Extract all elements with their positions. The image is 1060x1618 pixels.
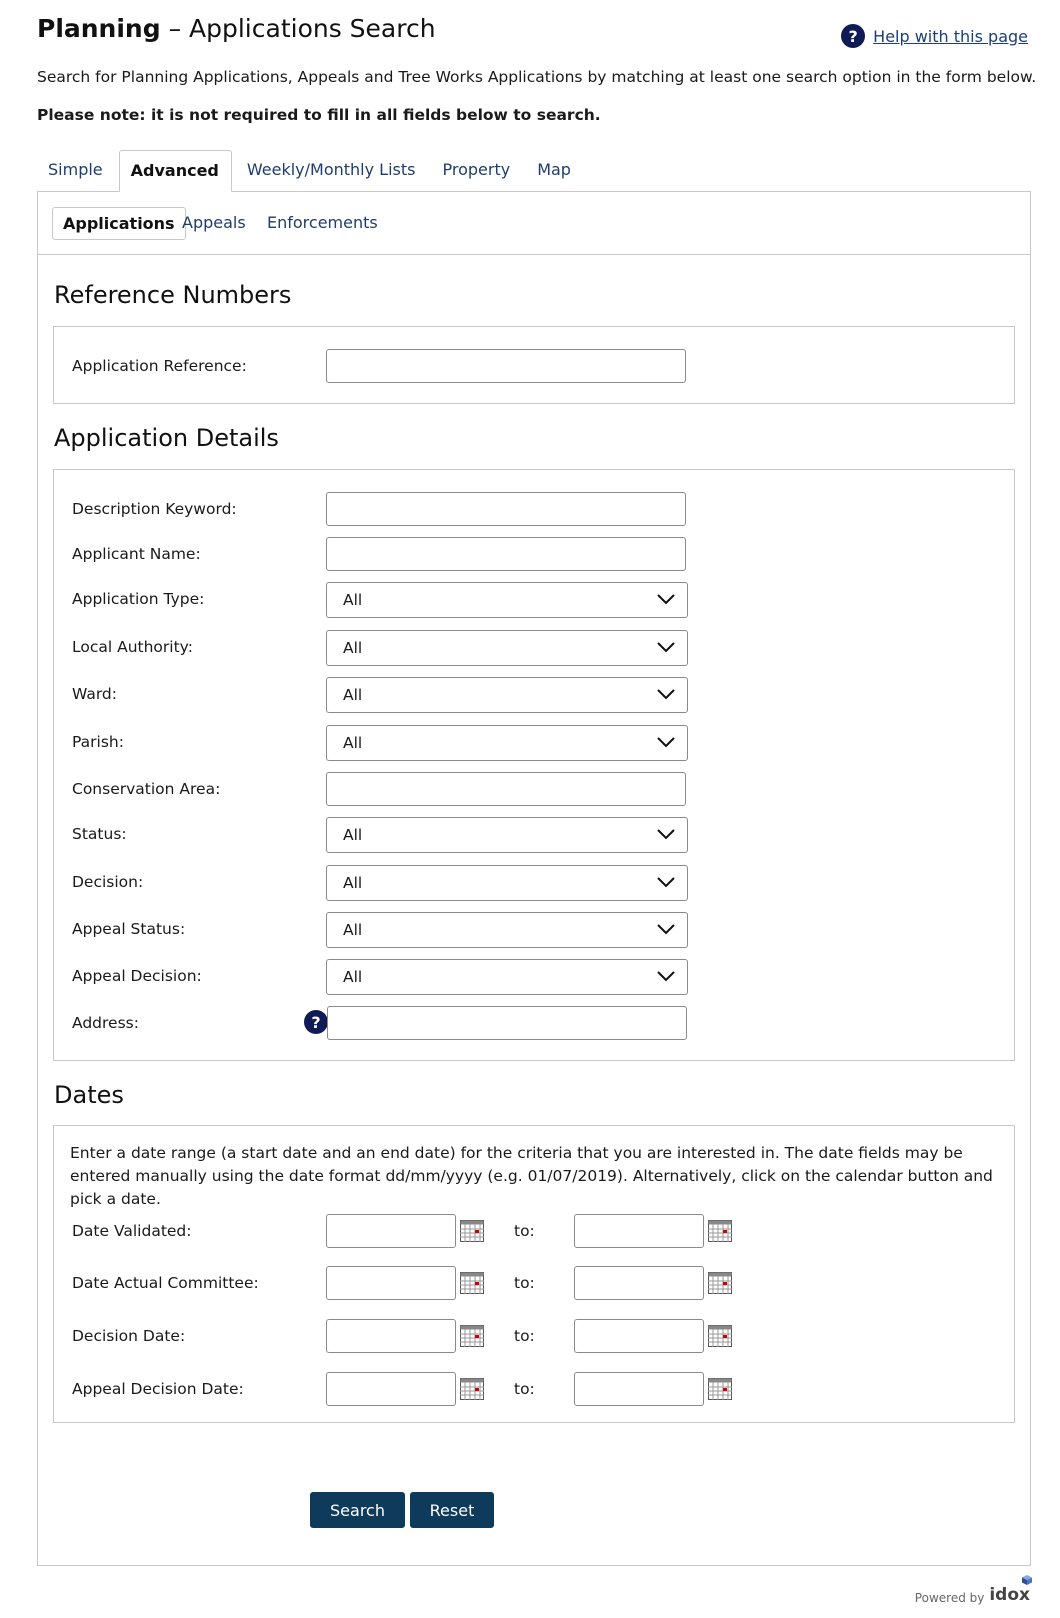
powered-by: [915, 1585, 1030, 1605]
date-validated-label: Date Validated:: [72, 1222, 192, 1240]
application-reference-row: [72, 349, 972, 385]
chevron-down-icon: [657, 736, 675, 748]
date-validated-row: [72, 1214, 972, 1250]
calendar-icon[interactable]: [708, 1325, 732, 1347]
help-link[interactable]: Help with this page: [873, 26, 1028, 46]
decision-select[interactable]: [326, 865, 688, 901]
appeal-decision-label: Appeal Decision:: [72, 967, 202, 985]
description-keyword-row: [72, 492, 972, 528]
calendar-icon[interactable]: [708, 1272, 732, 1294]
local-authority-select[interactable]: [326, 630, 688, 666]
local-authority-label: Local Authority:: [72, 638, 193, 656]
subtab-applications[interactable]: Applications: [52, 207, 186, 240]
calendar-icon[interactable]: [708, 1378, 732, 1400]
status-select[interactable]: [326, 817, 688, 853]
description-keyword-label: Description Keyword:: [72, 500, 237, 518]
chevron-down-icon: [657, 923, 675, 935]
appeal-status-label: Appeal Status:: [72, 920, 186, 938]
address-row: [72, 1006, 972, 1042]
decision-value: All: [343, 874, 363, 892]
conservation-area-label: Conservation Area:: [72, 780, 221, 798]
date-actual-committee-end-input[interactable]: [574, 1266, 704, 1300]
local-authority-value: All: [343, 639, 363, 657]
decision-label: Decision:: [72, 873, 144, 891]
status-label: Status:: [72, 825, 127, 843]
applicant-name-input[interactable]: [326, 537, 686, 571]
help-link-group[interactable]: [841, 24, 1028, 48]
parish-row: [72, 725, 972, 761]
chevron-down-icon: [657, 688, 675, 700]
appeal-decision-select[interactable]: [326, 959, 688, 995]
appeal-decision-date-label: Appeal Decision Date:: [72, 1380, 244, 1398]
subtab-appeals[interactable]: Appeals: [182, 213, 246, 232]
subtab-enforcements[interactable]: Enforcements: [267, 213, 378, 232]
local-authority-row: [72, 630, 972, 666]
note-text: Please note: it is not required to fill in all fields below to search.: [37, 106, 601, 124]
reference-heading: Reference Numbers: [54, 281, 292, 309]
conservation-area-input[interactable]: [326, 772, 686, 806]
date-actual-committee-row: [72, 1266, 972, 1302]
intro-text: Search for Planning Applications, Appeals and Tree Works Applications by matching at least one search option in the form below.: [37, 68, 1037, 86]
application-type-label: Application Type:: [72, 590, 205, 608]
tab-bar: [37, 150, 587, 192]
dates-heading: Dates: [54, 1081, 124, 1109]
application-type-value: All: [343, 591, 363, 609]
dates-instructions: Enter a date range (a start date and an end date) for the criteria that you are interested in. The date fields may be entered manually using the date format dd/mm/yyyy (e.g. 01/07/2019). Alternatively, click on the calendar button and pick a date.: [70, 1144, 993, 1208]
decision-date-label: Decision Date:: [72, 1327, 186, 1345]
date-validated-start-input[interactable]: [326, 1214, 456, 1248]
search-panel: [37, 191, 1031, 1566]
chevron-down-icon: [657, 876, 675, 888]
decision-date-row: [72, 1319, 972, 1355]
status-value: All: [343, 826, 363, 844]
chevron-down-icon: [657, 641, 675, 653]
tab-map[interactable]: Map: [537, 160, 571, 179]
ward-label: Ward:: [72, 685, 117, 703]
tab-advanced[interactable]: Advanced: [119, 150, 232, 192]
date-actual-committee-label: Date Actual Committee:: [72, 1274, 259, 1292]
chevron-down-icon: [657, 970, 675, 982]
tab-property[interactable]: Property: [442, 160, 511, 179]
status-row: [72, 817, 972, 853]
applicant-name-row: [72, 537, 972, 573]
appeal-decision-date-end-input[interactable]: [574, 1372, 704, 1406]
appeal-decision-row: [72, 959, 972, 995]
appeal-status-select[interactable]: [326, 912, 688, 948]
to-label: to:: [514, 1222, 535, 1240]
date-validated-end-input[interactable]: [574, 1214, 704, 1248]
details-box: [53, 469, 1015, 1061]
search-button[interactable]: Search: [310, 1492, 405, 1528]
details-heading: Application Details: [54, 424, 279, 452]
reference-box: [53, 326, 1015, 404]
ward-value: All: [343, 686, 363, 704]
dates-box: [53, 1125, 1015, 1423]
parish-label: Parish:: [72, 733, 124, 751]
calendar-icon[interactable]: [460, 1378, 484, 1400]
ward-select[interactable]: [326, 677, 688, 713]
chevron-down-icon: [657, 828, 675, 840]
calendar-icon[interactable]: [708, 1220, 732, 1242]
address-input[interactable]: [327, 1006, 687, 1040]
appeal-status-row: [72, 912, 972, 948]
ward-row: [72, 677, 972, 713]
chevron-down-icon: [657, 593, 675, 605]
page-title: Planning – Applications Search: [37, 14, 436, 43]
application-reference-input[interactable]: [326, 349, 686, 383]
address-help-icon[interactable]: ?: [304, 1010, 328, 1034]
parish-select[interactable]: [326, 725, 688, 761]
to-label: to:: [514, 1327, 535, 1345]
appeal-decision-value: All: [343, 968, 363, 986]
idox-logo[interactable]: idox: [989, 1585, 1030, 1605]
help-icon[interactable]: ?: [841, 24, 865, 48]
calendar-icon[interactable]: [460, 1220, 484, 1242]
subtab-bar: [38, 192, 1030, 255]
address-label: Address:: [72, 1014, 139, 1032]
application-type-row: [72, 582, 972, 618]
to-label: to:: [514, 1274, 535, 1292]
date-actual-committee-start-input[interactable]: [326, 1266, 456, 1300]
powered-by-text: Powered by: [914, 1591, 985, 1605]
application-reference-label: Application Reference:: [72, 357, 247, 375]
appeal-decision-date-row: [72, 1372, 972, 1408]
application-type-select[interactable]: [326, 582, 688, 618]
tab-simple[interactable]: Simple: [48, 160, 103, 179]
calendar-icon[interactable]: [460, 1272, 484, 1294]
applicant-name-label: Applicant Name:: [72, 545, 201, 563]
tab-weekly-monthly-lists[interactable]: Weekly/Monthly Lists: [246, 160, 416, 179]
conservation-area-row: [72, 772, 972, 808]
cube-icon: [1022, 1575, 1032, 1585]
decision-date-start-input[interactable]: [326, 1319, 456, 1353]
appeal-status-value: All: [343, 921, 363, 939]
reset-button[interactable]: Reset: [410, 1492, 494, 1528]
decision-row: [72, 865, 972, 901]
description-keyword-input[interactable]: [326, 492, 686, 526]
to-label: to:: [514, 1380, 535, 1398]
calendar-icon[interactable]: [460, 1325, 484, 1347]
parish-value: All: [343, 734, 363, 752]
decision-date-end-input[interactable]: [574, 1319, 704, 1353]
appeal-decision-date-start-input[interactable]: [326, 1372, 456, 1406]
